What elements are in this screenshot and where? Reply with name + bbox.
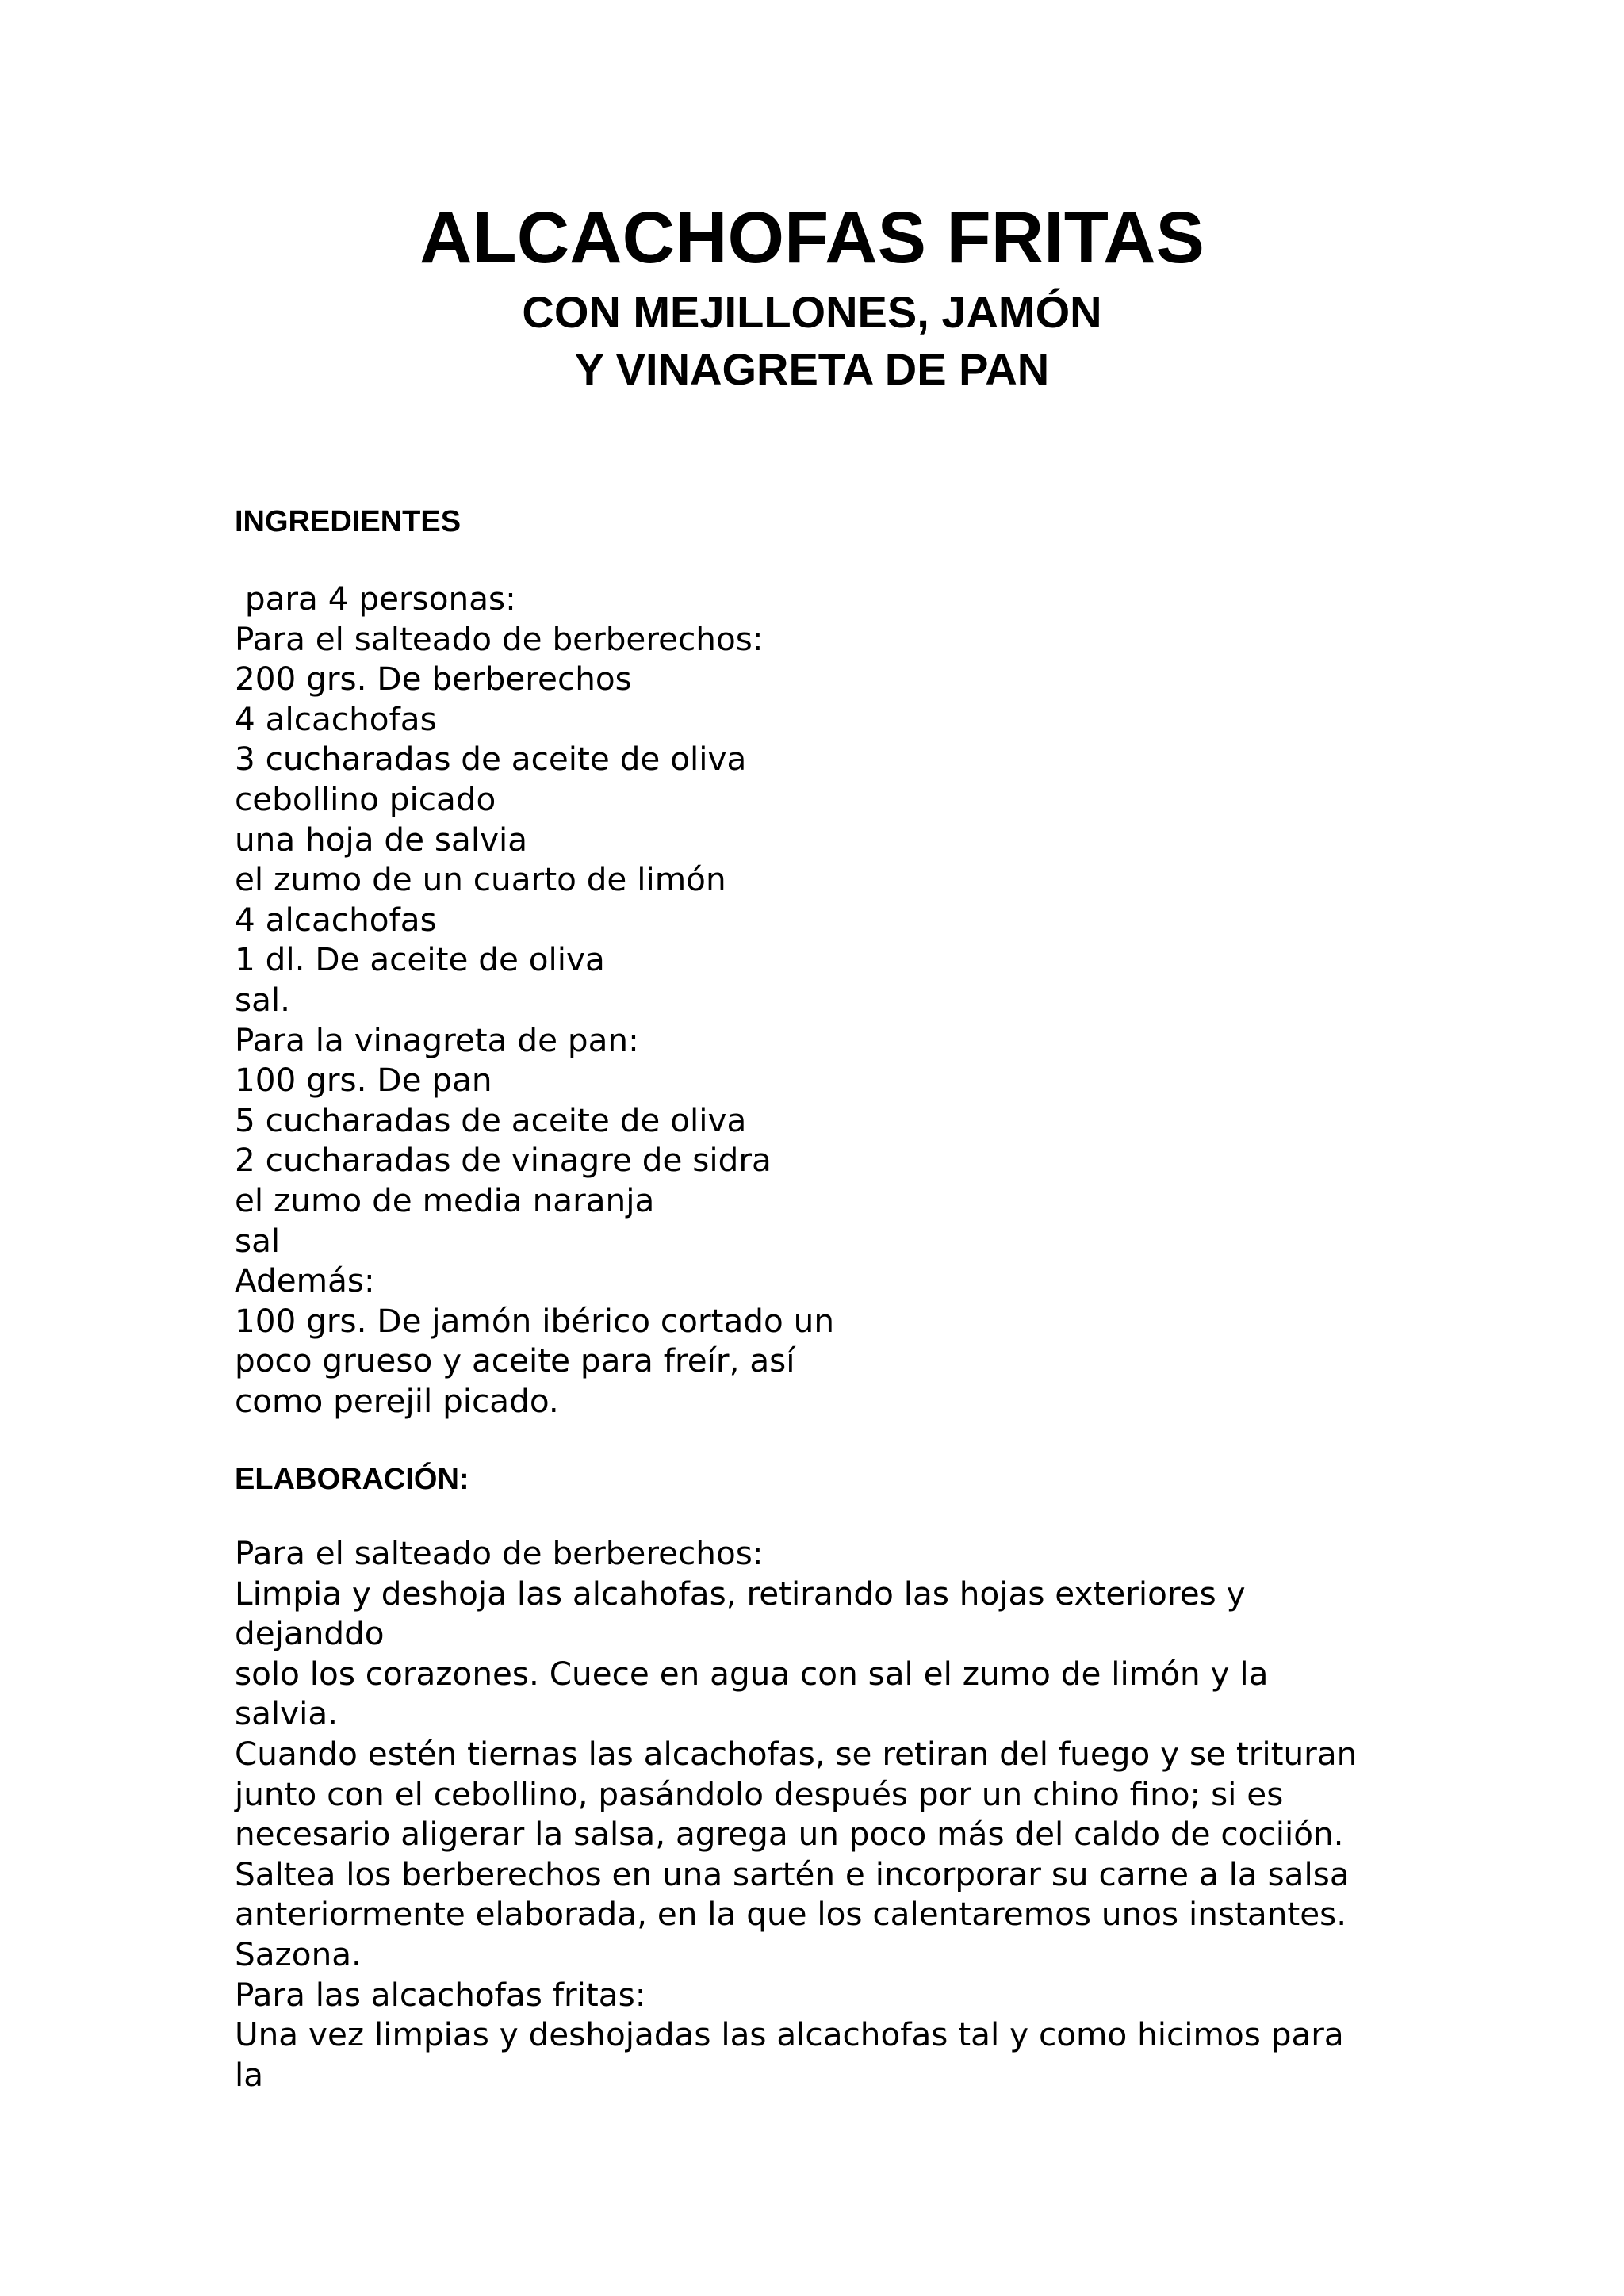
elaboracion-line: Para las alcachofas fritas:	[235, 1975, 646, 2014]
elaboracion-text	[235, 1533, 1400, 2095]
ingredient-line: 200 grs. De berberechos	[235, 660, 632, 698]
ingredient-line: cebollino picado	[235, 779, 496, 818]
ingredient-line: como perejil picado.	[235, 1381, 559, 1420]
ingredient-line: para 4 personas:	[235, 580, 516, 618]
ingredient-line: Para la vinagreta de pan:	[235, 1020, 639, 1059]
elaboracion-line: Para el salteado de berberechos:	[235, 1534, 764, 1572]
ingredient-line: 100 grs. De pan	[235, 1061, 492, 1100]
ingredient-line: Para el salteado de berberechos:	[235, 619, 764, 658]
elaboracion-line: anteriormente elaborada, en la que los calentaremos unos instantes.	[235, 1895, 1347, 1934]
ingredient-line: una hoja de salvia	[235, 820, 528, 859]
page-subtitle-line-1: CON MEJILLONES, JAMÓN	[522, 287, 1102, 337]
elaboracion-line: Cuando estén tiernas las alcachofas, se retiran del fuego y se trituran	[235, 1734, 1358, 1773]
elaboracion-line: junto con el cebollino, pasándolo después por un chino fino; si es	[235, 1774, 1284, 1813]
ingredient-line: 4 alcachofas	[235, 900, 437, 939]
elaboracion-line: salvia.	[235, 1694, 339, 1733]
ingredient-line: sal.	[235, 980, 291, 1019]
elaboracion-line: Saltea los berberechos en una sartén e incorporar su carne a la salsa	[235, 1854, 1350, 1893]
elaboracion-line: Una vez limpias y deshojadas las alcachofas tal y como hicimos para	[235, 2015, 1344, 2054]
ingredient-line: sal	[235, 1221, 281, 1260]
ingredient-line: 4 alcachofas	[235, 699, 437, 738]
ingredient-line: 2 cucharadas de vinagre de sidra	[235, 1141, 772, 1180]
elaboracion-line: solo los corazones. Cuece en agua con sal el zumo de limón y la	[235, 1654, 1269, 1693]
ingredient-line: 1 dl. De aceite de oliva	[235, 940, 605, 979]
page-title: ALCACHOFAS FRITAS	[419, 197, 1205, 278]
elaboracion-line: la	[235, 2055, 264, 2094]
ingredients-heading: INGREDIENTES	[235, 505, 462, 538]
title-block	[0, 192, 1624, 398]
elaboracion-heading: ELABORACIÓN:	[235, 1463, 469, 1496]
ingredient-line: el zumo de media naranja	[235, 1181, 655, 1219]
ingredient-line: 3 cucharadas de aceite de oliva	[235, 740, 747, 779]
elaboracion-line: Sazona.	[235, 1934, 362, 1973]
ingredient-line: poco grueso y aceite para freír, así	[235, 1341, 795, 1380]
ingredient-line: 5 cucharadas de aceite de oliva	[235, 1100, 747, 1139]
elaboracion-line: Limpia y deshoja las alcahofas, retirando las hojas exteriores y	[235, 1574, 1246, 1613]
elaboracion-line: dejanddo	[235, 1614, 385, 1653]
ingredient-line: el zumo de un cuarto de limón	[235, 860, 726, 899]
ingredient-line: 100 grs. De jamón ibérico cortado un	[235, 1301, 834, 1340]
ingredient-line: Además:	[235, 1261, 375, 1300]
page-subtitle-line-2: Y VINAGRETA DE PAN	[574, 344, 1050, 394]
ingredients-list	[235, 579, 1400, 1421]
elaboracion-line: necesario aligerar la salsa, agrega un poco más del caldo de cociión.	[235, 1815, 1344, 1854]
